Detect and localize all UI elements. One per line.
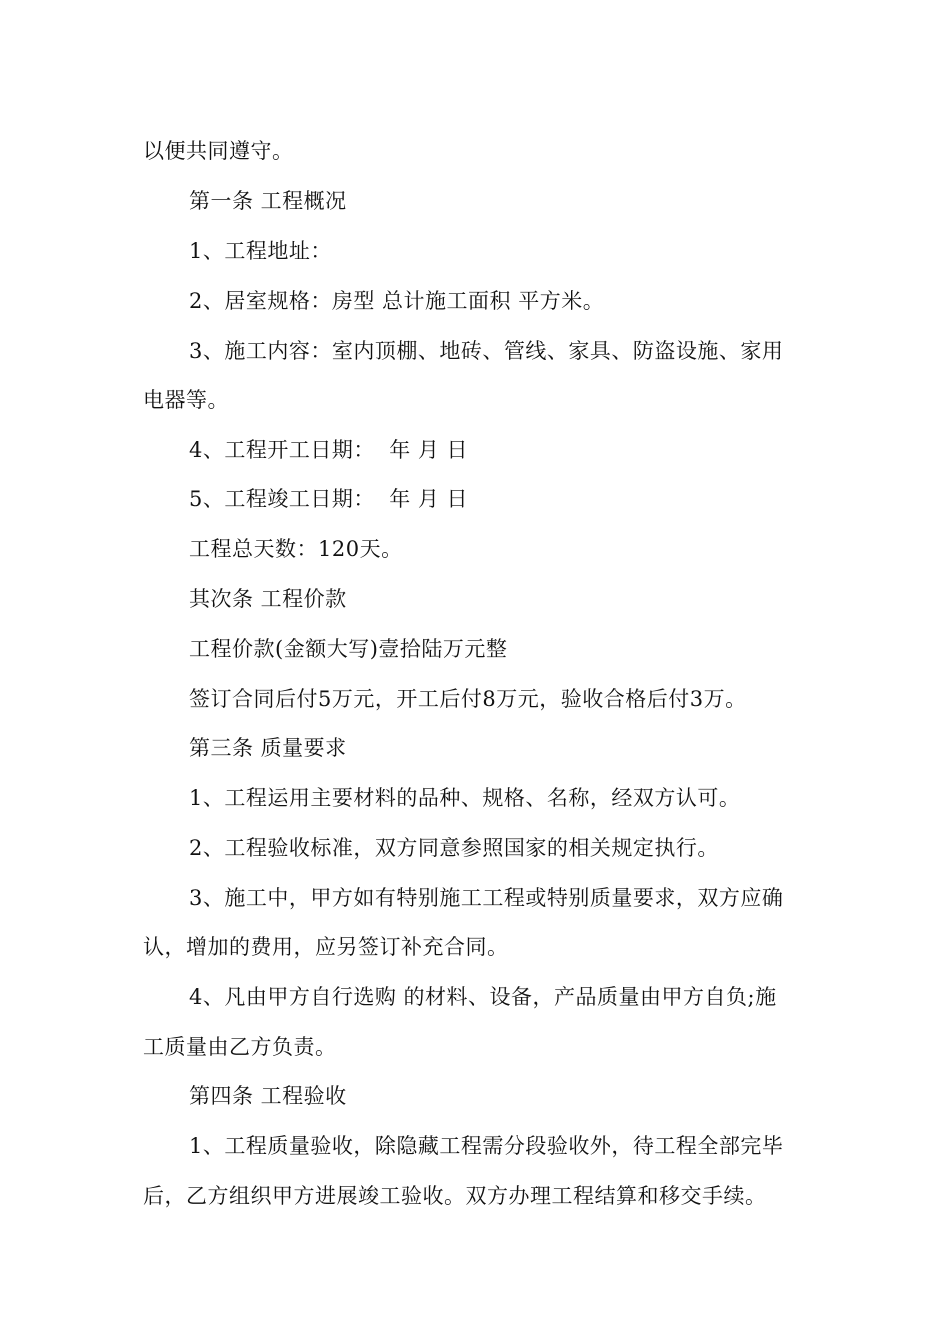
text-line: 签订合同后付5万元，开工后付8万元，验收合格后付3万。 [189, 687, 747, 711]
section-heading: 第三条 质量要求 [189, 736, 347, 760]
section-heading: 其次条 工程价款 [189, 587, 347, 611]
text-line: 工程总天数：120天。 [189, 537, 403, 561]
text-line: 后，乙方组织甲方进展竣工验收。双方办理工程结算和移交手续。 [143, 1184, 767, 1208]
text-line: 2、工程验收标准，双方同意参照国家的相关规定执行。 [189, 836, 719, 860]
text-line: 5、工程竣工日期： 年 月 日 [189, 487, 469, 511]
text-line: 工程价款(金额大写)壹拾陆万元整 [189, 637, 508, 661]
text-line: 1、工程质量验收，除隐藏工程需分段验收外，待工程全部完毕 [189, 1134, 784, 1158]
text-line: 3、施工中，甲方如有特别施工工程或特别质量要求，双方应确 [189, 886, 784, 910]
text-line: 1、工程运用主要材料的品种、规格、名称，经双方认可。 [189, 786, 741, 810]
text-line: 3、施工内容：室内顶棚、地砖、管线、家具、防盗设施、家用 [189, 339, 784, 363]
text-line: 4、工程开工日期： 年 月 日 [189, 438, 469, 462]
text-line: 1、工程地址： [189, 239, 332, 263]
text-line: 电器等。 [143, 388, 229, 412]
text-line: 4、凡由甲方自行选购 的材料、设备，产品质量由甲方自负;施 [189, 985, 777, 1009]
section-heading: 第四条 工程验收 [189, 1084, 347, 1108]
section-heading: 第一条 工程概况 [189, 189, 347, 213]
text-line: 2、居室规格：房型 总计施工面积 平方米。 [189, 289, 605, 313]
text-line: 以便共同遵守。 [143, 139, 294, 163]
text-line: 认，增加的费用，应另签订补充合同。 [143, 935, 509, 959]
text-line: 工质量由乙方负责。 [143, 1035, 337, 1059]
